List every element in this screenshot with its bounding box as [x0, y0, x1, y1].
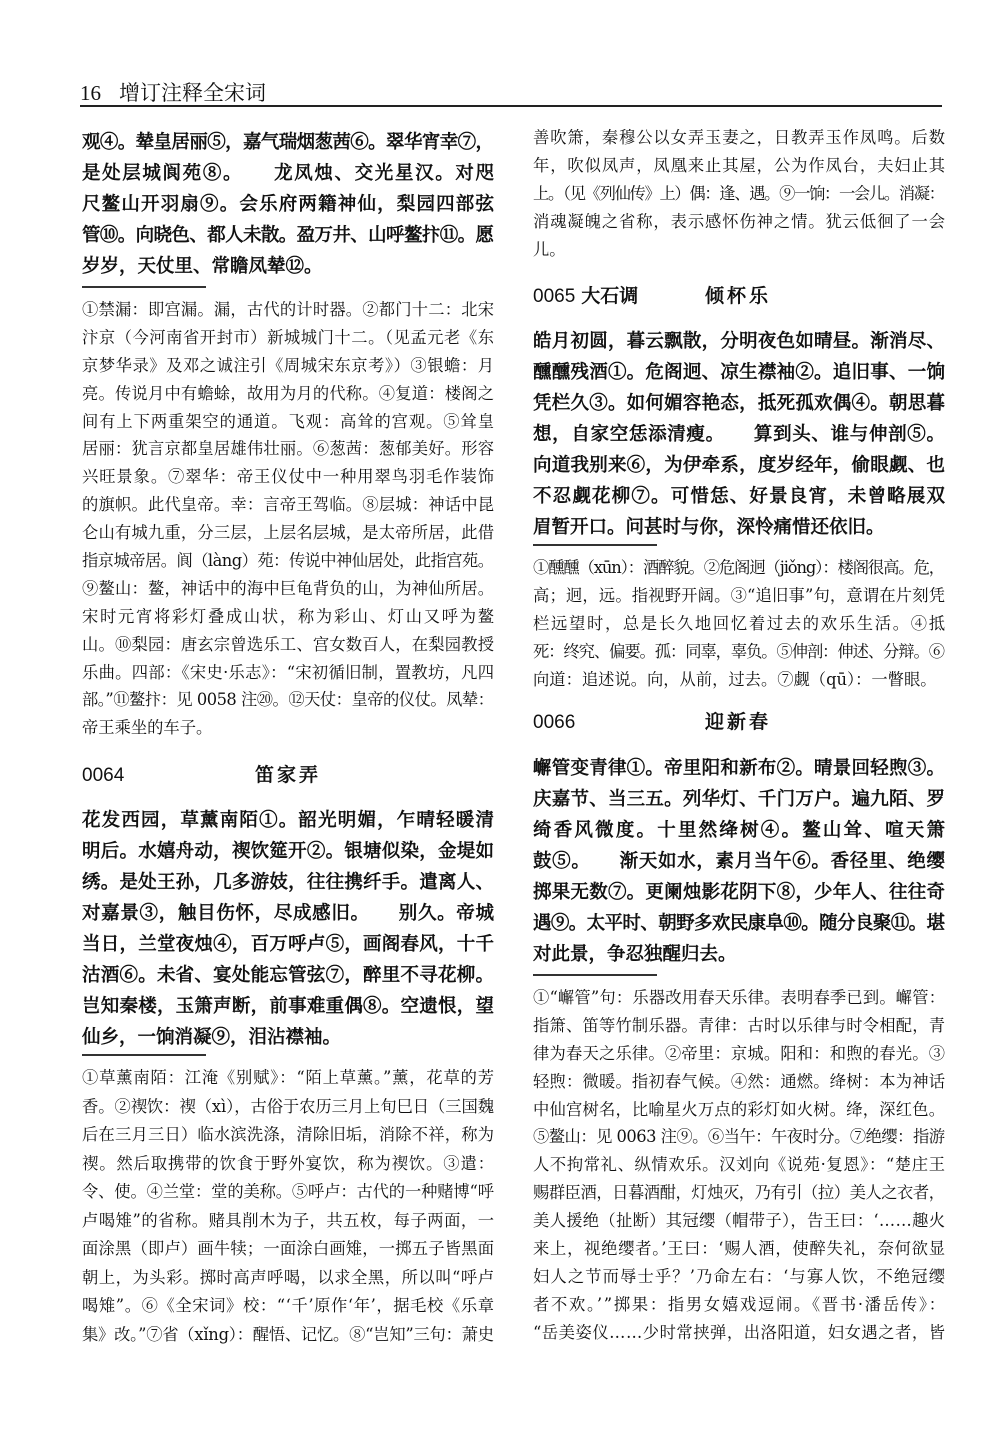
text-line: 明后。水嬉舟动，禊饮筵开②。银塘似染，金堤如 [82, 841, 495, 862]
text-line: 赐群臣酒，日暮酒酣，灯烛灭，乃有引（拉）美人之衣者， [533, 1183, 945, 1203]
entry-heading-0065 [533, 283, 945, 309]
text-line: 沽酒⑥。未省、宴处能忘管弦⑦，醉里不寻花柳。 [82, 965, 495, 986]
text-line: 妇人之节而辱士乎？’乃命左右：‘与寡人饮，不绝冠缨 [533, 1266, 947, 1286]
text-line: 来上，视绝缨者。’王曰：‘赐人酒，使醉失礼，奈何欲显 [533, 1239, 946, 1259]
text-line: 喝雉”。⑥《全宋词》校：“‘千’原作‘年’，据毛校《乐章 [82, 1296, 495, 1315]
text-line: 皓月初圆，暮云飘散，分明夜色如晴昼。渐消尽、 [533, 331, 946, 352]
text-line: 亮。传说月中有蟾蜍，故用为月的代称。④复道：楼阁之 [82, 383, 495, 403]
poem-0064 [82, 805, 494, 1053]
page-number: 16 [80, 81, 101, 105]
text-line: 中仙宫树名，比喻星火万点的彩灯如火树。绛，深红色。 [533, 1099, 946, 1119]
text-line: 醺醺残酒①。危阁迥、凉生襟袖②。追旧事、一饷 [533, 362, 946, 383]
text-line: 令、使。④兰堂：堂的美称。⑤呼卢：古代的一种赌博“呼 [82, 1182, 494, 1201]
text-line: 花发西园，草薰南陌①。韶光明媚，乍晴轻暖清 [82, 810, 496, 831]
notes-continuation [82, 296, 494, 742]
book-title: 增订注释全宋词 [119, 81, 266, 105]
text-line: 年，吹似凤声，凤凰来止其屋，公为作凤台，夫妇止其 [533, 155, 946, 175]
text-line: 凭栏久③。如何媚容艳态，抵死孤欢偶④。朝思暮 [533, 393, 946, 414]
text-line: 眉暂开口。问甚时与你，深怜痛惜还依旧。 [533, 517, 885, 538]
text-line: 的旗帜。此代皇帝。幸：言帝王驾临。⑧层城：神话中昆 [82, 495, 495, 515]
entry-heading-0064 [82, 762, 494, 788]
text-line: 当日，兰堂夜烛④，百万呼卢⑤，画阁春风，十千 [82, 934, 495, 955]
entry-title: 笛家弄 [255, 764, 322, 786]
text-line: 间有上下两重架空的通道。飞观：高耸的宫观。⑤耸皇 [82, 411, 495, 431]
text-line: 消魂凝魄之省称，表示感怀伤神之情。犹云低徊了一会 [533, 211, 946, 231]
text-line: 汴京（今河南省开封市）新城城门十二。（见孟元老《东 [82, 327, 495, 347]
text-line: 朝上，为头彩。掷时高声呼喝，以求全黑，所以叫“呼卢 [82, 1267, 495, 1287]
text-line: 人不拘常礼、纵情欢乐。汉刘向《说苑·复恩》：“楚庄王 [533, 1155, 946, 1175]
text-line: 想，自家空恁添清瘦。 算到头、谁与伸剖⑤。 [533, 424, 946, 445]
text-line: 庆嘉节、当三五。列华灯、千门万户。遍九陌、罗 [533, 789, 946, 810]
text-line: 嶰管变青律①。帝里阳和新布②。晴景回轻煦③。 [533, 758, 946, 779]
text-line: 指箫、笛等竹制乐器。青律：古时以乐律与时令相配，青 [533, 1015, 946, 1035]
text-line: 者不欢。’”掷果：指男女嬉戏逗闹。《晋书·潘岳传》： [533, 1294, 947, 1314]
text-line: 乐曲。四部：《宋史·乐志》：“宋初循旧制，置教坊，凡四 [82, 662, 495, 682]
text-line: 部。”⑪鳌抃：见 0058 注⑳。⑫天仗：皇帝的仪仗。凤辇： [82, 690, 494, 710]
text-line: 集》改。”⑦省（xǐng）：醒悟、记忆。⑧“岂知”三句：萧史 [82, 1324, 494, 1344]
poem-continuation [82, 127, 494, 282]
text-line: 居丽：犹言京都皇居雄伟壮丽。⑥葱茜：葱郁美好。形容 [82, 439, 495, 459]
text-line: 面涂黑（即卢）画牛犊；一面涂白画雉，一掷五子皆黑面 [82, 1239, 495, 1258]
text-line: 上。（见《列仙传》上）偶：逢、遇。⑨一饷：一会儿。消凝： [533, 183, 944, 203]
text-line: 后在三月三日）临水滨洗涤，清除旧垢，消除不祥，称为 [82, 1125, 495, 1144]
text-line: 兴旺景象。⑦翠华：帝王仪仗中一种用翠鸟羽毛作装饰 [82, 467, 495, 487]
notes-continuation-right [533, 124, 945, 263]
text-line: 不忍觑花柳⑦。可惜恁、好景良宵，未曾略展双 [533, 486, 947, 507]
text-line: 轻煦：微暖。指初春气候。④然：通燃。绛树：本为神话 [533, 1071, 946, 1091]
text-line: 律为春天之乐律。②帝里：京城。阳和：和煦的春光。③ [533, 1043, 946, 1063]
text-line: ①禁漏：即宫漏。漏，古代的计时器。②都门十二：北宋 [82, 300, 495, 319]
text-line: 绣。是处王孙，几多游妓，往往携纤手。遣离人、 [82, 872, 495, 893]
entry-number: 0066 [533, 712, 576, 733]
entry-title: 倾杯乐 [705, 285, 772, 307]
text-line: 儿。 [533, 239, 566, 259]
notes-divider [533, 544, 657, 546]
header-rule [80, 105, 942, 107]
text-line: 向道我别来⑥，为伊牵系，度岁经年，偷眼觑、也 [533, 455, 946, 476]
text-line: 高；迥，远。指视野开阔。③“追旧事”句，意谓在片刻凭 [533, 585, 946, 605]
entry-title: 迎新春 [705, 711, 772, 733]
notes-divider [533, 974, 657, 976]
text-line: 绮香风微度。十里然绛树④。鳌山耸、喧天箫 [533, 820, 948, 841]
text-line: ①草薰南陌：江淹《别赋》：“陌上草薰。”薰，花草的芳 [82, 1068, 495, 1087]
text-line: 仑山有城九重，分三层，上层名层城，是太帝所居，此借 [82, 523, 495, 543]
text-line: 管⑩。向晓色、都人未散。盈万井、山呼鳌抃⑪。愿 [82, 225, 494, 246]
text-line: 遇⑨。太平时、朝野多欢民康阜⑩。随分良聚⑪。堪 [533, 913, 945, 934]
entry-number: 0064 [82, 765, 125, 786]
text-line: 仙乡，一饷消凝⑨，泪沾襟袖。 [82, 1027, 342, 1048]
notes-0065 [533, 554, 945, 693]
text-line: 向道：追述说。向，从前，过去。⑦觑（qū）：一瞥眼。 [533, 669, 937, 689]
text-line: 禊。然后取携带的饮食于野外宴饮，称为禊饮。③遣： [82, 1153, 495, 1173]
text-line: 鼓⑤。 渐天如水，素月当午⑥。香径里、绝缨 [533, 851, 946, 872]
text-line: ⑤鳌山：见 0063 注⑨。⑥当午：午夜时分。⑦绝缨：指游 [533, 1127, 945, 1147]
poem-0066 [533, 753, 948, 970]
text-line: 岁岁，天仗里、常瞻凤辇⑫。 [82, 256, 323, 277]
text-line: 对嘉景③，触目伤怀，尽成感旧。 别久。帝城 [82, 903, 495, 924]
text-line: 是处层城阆苑⑧。 龙凤烛、交光星汉。对咫 [82, 163, 496, 184]
text-line: 尺鳌山开羽扇⑨。会乐府两籍神仙，梨园四部弦 [82, 194, 496, 215]
text-line: 帝王乘坐的车子。 [82, 718, 213, 738]
text-line: 掷果无数⑦。更阑烛影花阴下⑧，少年人、往往奇 [533, 882, 946, 903]
tune-mode: 大石调 [581, 285, 639, 307]
notes-0066 [533, 984, 945, 1347]
text-line: 岂知秦楼，玉箫声断，前事难重偶⑧。空遗恨，望 [82, 996, 495, 1017]
text-line: “岳美姿仪……少时常挟弹，出洛阳道，妇女遇之者，皆 [533, 1322, 946, 1342]
text-line: 善吹箫，秦穆公以女弄玉妻之，日教弄玉作凤鸣。后数 [533, 128, 946, 147]
text-line: ①醺醺（xūn）：酒醉貌。②危阁迥（jiǒng）：楼阁很高。危， [533, 558, 944, 577]
text-line: 宋时元宵将彩灯叠成山状，称为彩山、灯山又呼为鳌 [82, 606, 496, 626]
poem-0065 [533, 326, 945, 543]
text-line: 京梦华录》及邓之诚注引《周城宋东京考》）③银蟾：月 [82, 355, 495, 375]
text-line: 对此景，争忍独醒归去。 [533, 944, 737, 965]
text-line: 指京城帝居。阆（làng）苑：传说中神仙居处，此指宫苑。 [82, 551, 494, 571]
notes-divider [82, 1054, 206, 1056]
notes-0064 [82, 1064, 494, 1349]
notes-divider [82, 286, 206, 288]
text-line: 山。⑩梨园：唐玄宗曾选乐工、宫女数百人，在梨园教授 [82, 634, 495, 654]
text-line: 美人援绝（扯断）其冠缨（帽带子），告王曰：‘……趣火 [533, 1211, 946, 1231]
entry-number: 0065 [533, 286, 576, 307]
text-line: 观④。辇皇居丽⑤，嘉气瑞烟葱茜⑥。翠华宵幸⑦， [82, 132, 494, 153]
running-header [80, 79, 266, 107]
text-line: 香。②禊饮：禊（xì），古俗于农历三月上旬巳日（三国魏 [82, 1096, 494, 1116]
entry-heading-0066 [533, 709, 945, 735]
text-line: 死：终究、偏要。孤：同辜，辜负。⑤伸剖：伸述、分辩。⑥ [533, 641, 944, 661]
text-line: ⑨鳌山：鳌，神话中的海中巨龟背负的山，为神仙所居。 [82, 578, 495, 598]
text-line: ①“嶰管”句：乐器改用春天乐律。表明春季已到。嶰管： [533, 988, 946, 1007]
text-line: 卢喝雉”的省称。赌具削木为子，共五枚，每子两面，一 [82, 1210, 495, 1230]
text-line: 栏远望时，总是长久地回忆着过去的欢乐生活。④抵 [533, 613, 947, 633]
